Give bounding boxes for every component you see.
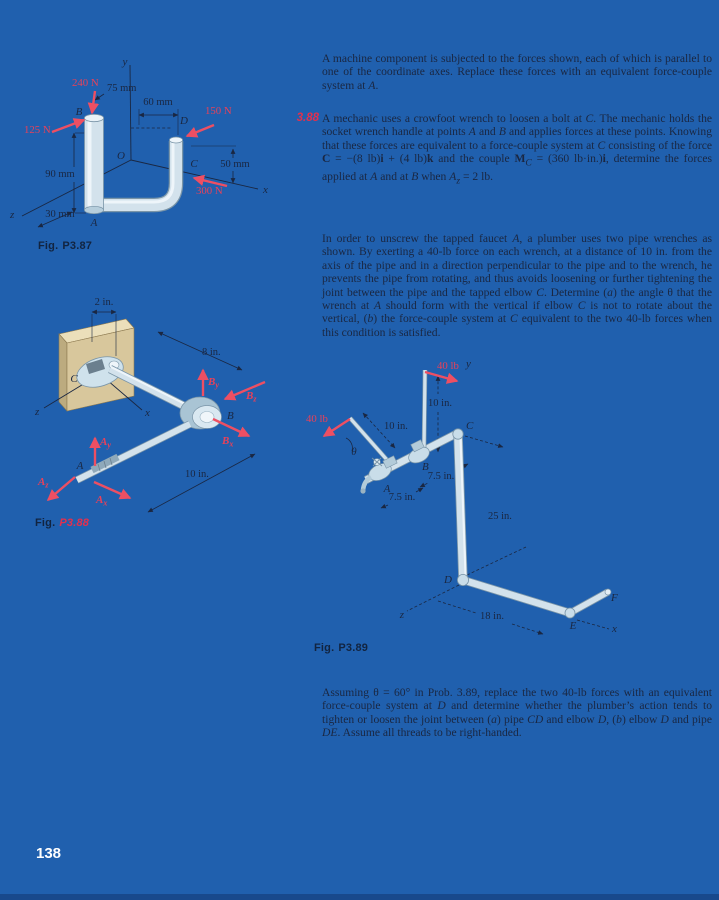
force-label-40lb-left: 40 lb [306, 413, 328, 425]
paragraph-p389: In order to unscrew the tapped faucet A, a plumber uses two pipe wrenches as shown. By exerting a 40-lb force on each wrench, at a distance of 10 in. from the axis of the pipe and in a direction perpendicular to the pipe and to the wrench, he prevents the pipe from rotating, and thus avoids loosening or further tightening the joint between the pipe and the tapped elbow C. Determine (a) the angle θ that the wrench at A should form with the vertical if elbow C is not to rotate about the vertical, (b) the force-couple system at C equivalent to the two 40-lb forces when this condition is satisfied. [322, 232, 713, 339]
force-arrow-240n [92, 91, 95, 113]
dim-label-10in-right: 10 in. [428, 398, 452, 409]
caption-fig-number: P3.88 [59, 517, 90, 529]
caption-fig-word: Fig. [314, 642, 335, 654]
elbow-d [457, 574, 468, 585]
pipe-wrench-b [406, 370, 432, 466]
axis-label-z: z [399, 609, 404, 621]
dim-label-8in: 8 in. [202, 347, 221, 358]
force-label-300n: 300 N [196, 185, 223, 197]
figure-p387-drawing [8, 55, 298, 245]
dim-label-30mm: 30 mm [45, 209, 75, 220]
caption-fig-word: Fig. [35, 517, 56, 529]
force-label-by: $B_y$ [208, 376, 219, 390]
dim-label-10in-left: 10 in. [384, 421, 408, 432]
angle-label-theta: θ [351, 446, 357, 458]
force-label-ay: $A_y$ [100, 436, 111, 450]
axis-label-z: z [10, 209, 15, 221]
point-label-a: A [76, 460, 84, 472]
point-label-c: C [466, 420, 474, 432]
dim-label-60mm: 60 mm [143, 97, 173, 108]
point-label-b: B [227, 410, 234, 422]
point-label-d: D [444, 574, 452, 586]
elbow-e [565, 608, 575, 618]
caption-fig-word: Fig. [38, 240, 59, 252]
point-label-c: C [70, 373, 78, 385]
point-label-b: B [75, 106, 83, 118]
dim-label-25in: 25 in. [488, 511, 512, 522]
point-label-e: E [569, 620, 577, 632]
paragraph-p390: Assuming θ = 60° in Prob. 3.89, replace the two 40-lb forces with an equivalent force-couple system at D and determine whether the plumber’s action tends to tighten or loosen the joint between (a) pipe CD and elbow D, (b) elbow D and pipe DE. Assume all threads to be right-handed. [322, 686, 712, 740]
axis-label-x: x [145, 407, 150, 419]
force-arrow-az [48, 477, 75, 500]
force-label-ax: $A_x$ [96, 494, 108, 508]
dim-label-50mm: 50 mm [220, 159, 250, 170]
point-label-a: A [90, 217, 98, 229]
dim-label-90mm: 90 mm [45, 169, 75, 180]
figure-caption-p388 [35, 517, 89, 529]
figure-p389-drawing [300, 358, 718, 650]
paragraph-p387: A machine component is subjected to the forces shown, each of which is parallel to one of the coordinate axes. Replace these forces with an equivalent force-couple system at A. [322, 52, 712, 92]
dim-label-18in: 18 in. [480, 611, 504, 622]
force-label-240n: 240 N [72, 77, 99, 89]
point-label-o: O [117, 150, 125, 162]
page-bottom-edge [0, 894, 719, 900]
point-label-d: D [180, 115, 188, 127]
figure-caption-p389 [314, 642, 368, 654]
force-arrow-150n [187, 125, 214, 136]
problem-number-388: 3.88 [296, 112, 319, 124]
force-arrow-bz [225, 382, 265, 399]
force-label-bx: $B_x$ [222, 435, 234, 449]
force-arrow-40lb-top [425, 372, 457, 381]
point-label-b: B [422, 461, 429, 473]
point-label-a: A [383, 483, 391, 495]
force-label-bz: $B_z$ [246, 390, 257, 404]
figure-p387 [8, 55, 298, 245]
paragraph-p388: A mechanic uses a crowfoot wrench to loosen a bolt at C. The mechanic holds the socket wrench handle at points A and B and applies forces at these points. Knowing that these forces are equivalent to a force-couple system at C consisting of the force C = −(8 lb)i + (4 lb)k and the couple $M_C = (360$ lb·in.)i, determine the forces applied at A and at B when $A_z = 2$ lb. [322, 112, 713, 187]
figure-p389 [300, 358, 718, 650]
dim-label-2in: 2 in. [94, 297, 114, 308]
dim-label-7-5in-upper: 7.5 in. [427, 471, 455, 482]
dim-label-7-5in-lower: 7.5 in. [388, 492, 416, 503]
force-label-az: $A_z$ [38, 476, 49, 490]
point-label-c: C [190, 158, 198, 170]
dimension-lines [346, 376, 609, 634]
machine-component [84, 114, 182, 213]
force-label-40lb-top: 40 lb [437, 360, 459, 372]
force-label-125n: 125 N [24, 124, 51, 136]
figure-p388 [30, 292, 300, 532]
force-label-150n: 150 N [205, 105, 232, 117]
axis-label-y: y [122, 56, 128, 68]
axis-label-z: z [35, 406, 40, 418]
axis-label-x: x [612, 623, 617, 635]
figure-caption-p387 [38, 240, 92, 252]
figure-p388-drawing [30, 292, 300, 532]
dim-label-75mm: 75 mm [107, 83, 137, 94]
caption-fig-number: P3.87 [62, 240, 93, 252]
axis-label-x: x [263, 184, 268, 196]
pipe-assembly [366, 429, 611, 618]
axis-label-y: y [466, 358, 471, 370]
elbow-c [453, 429, 463, 439]
page-number: 138 [36, 845, 62, 862]
point-label-f: F [611, 592, 618, 604]
dim-label-10in: 10 in. [185, 469, 209, 480]
force-arrow-125n [52, 120, 84, 132]
caption-fig-number: P3.89 [338, 642, 369, 654]
